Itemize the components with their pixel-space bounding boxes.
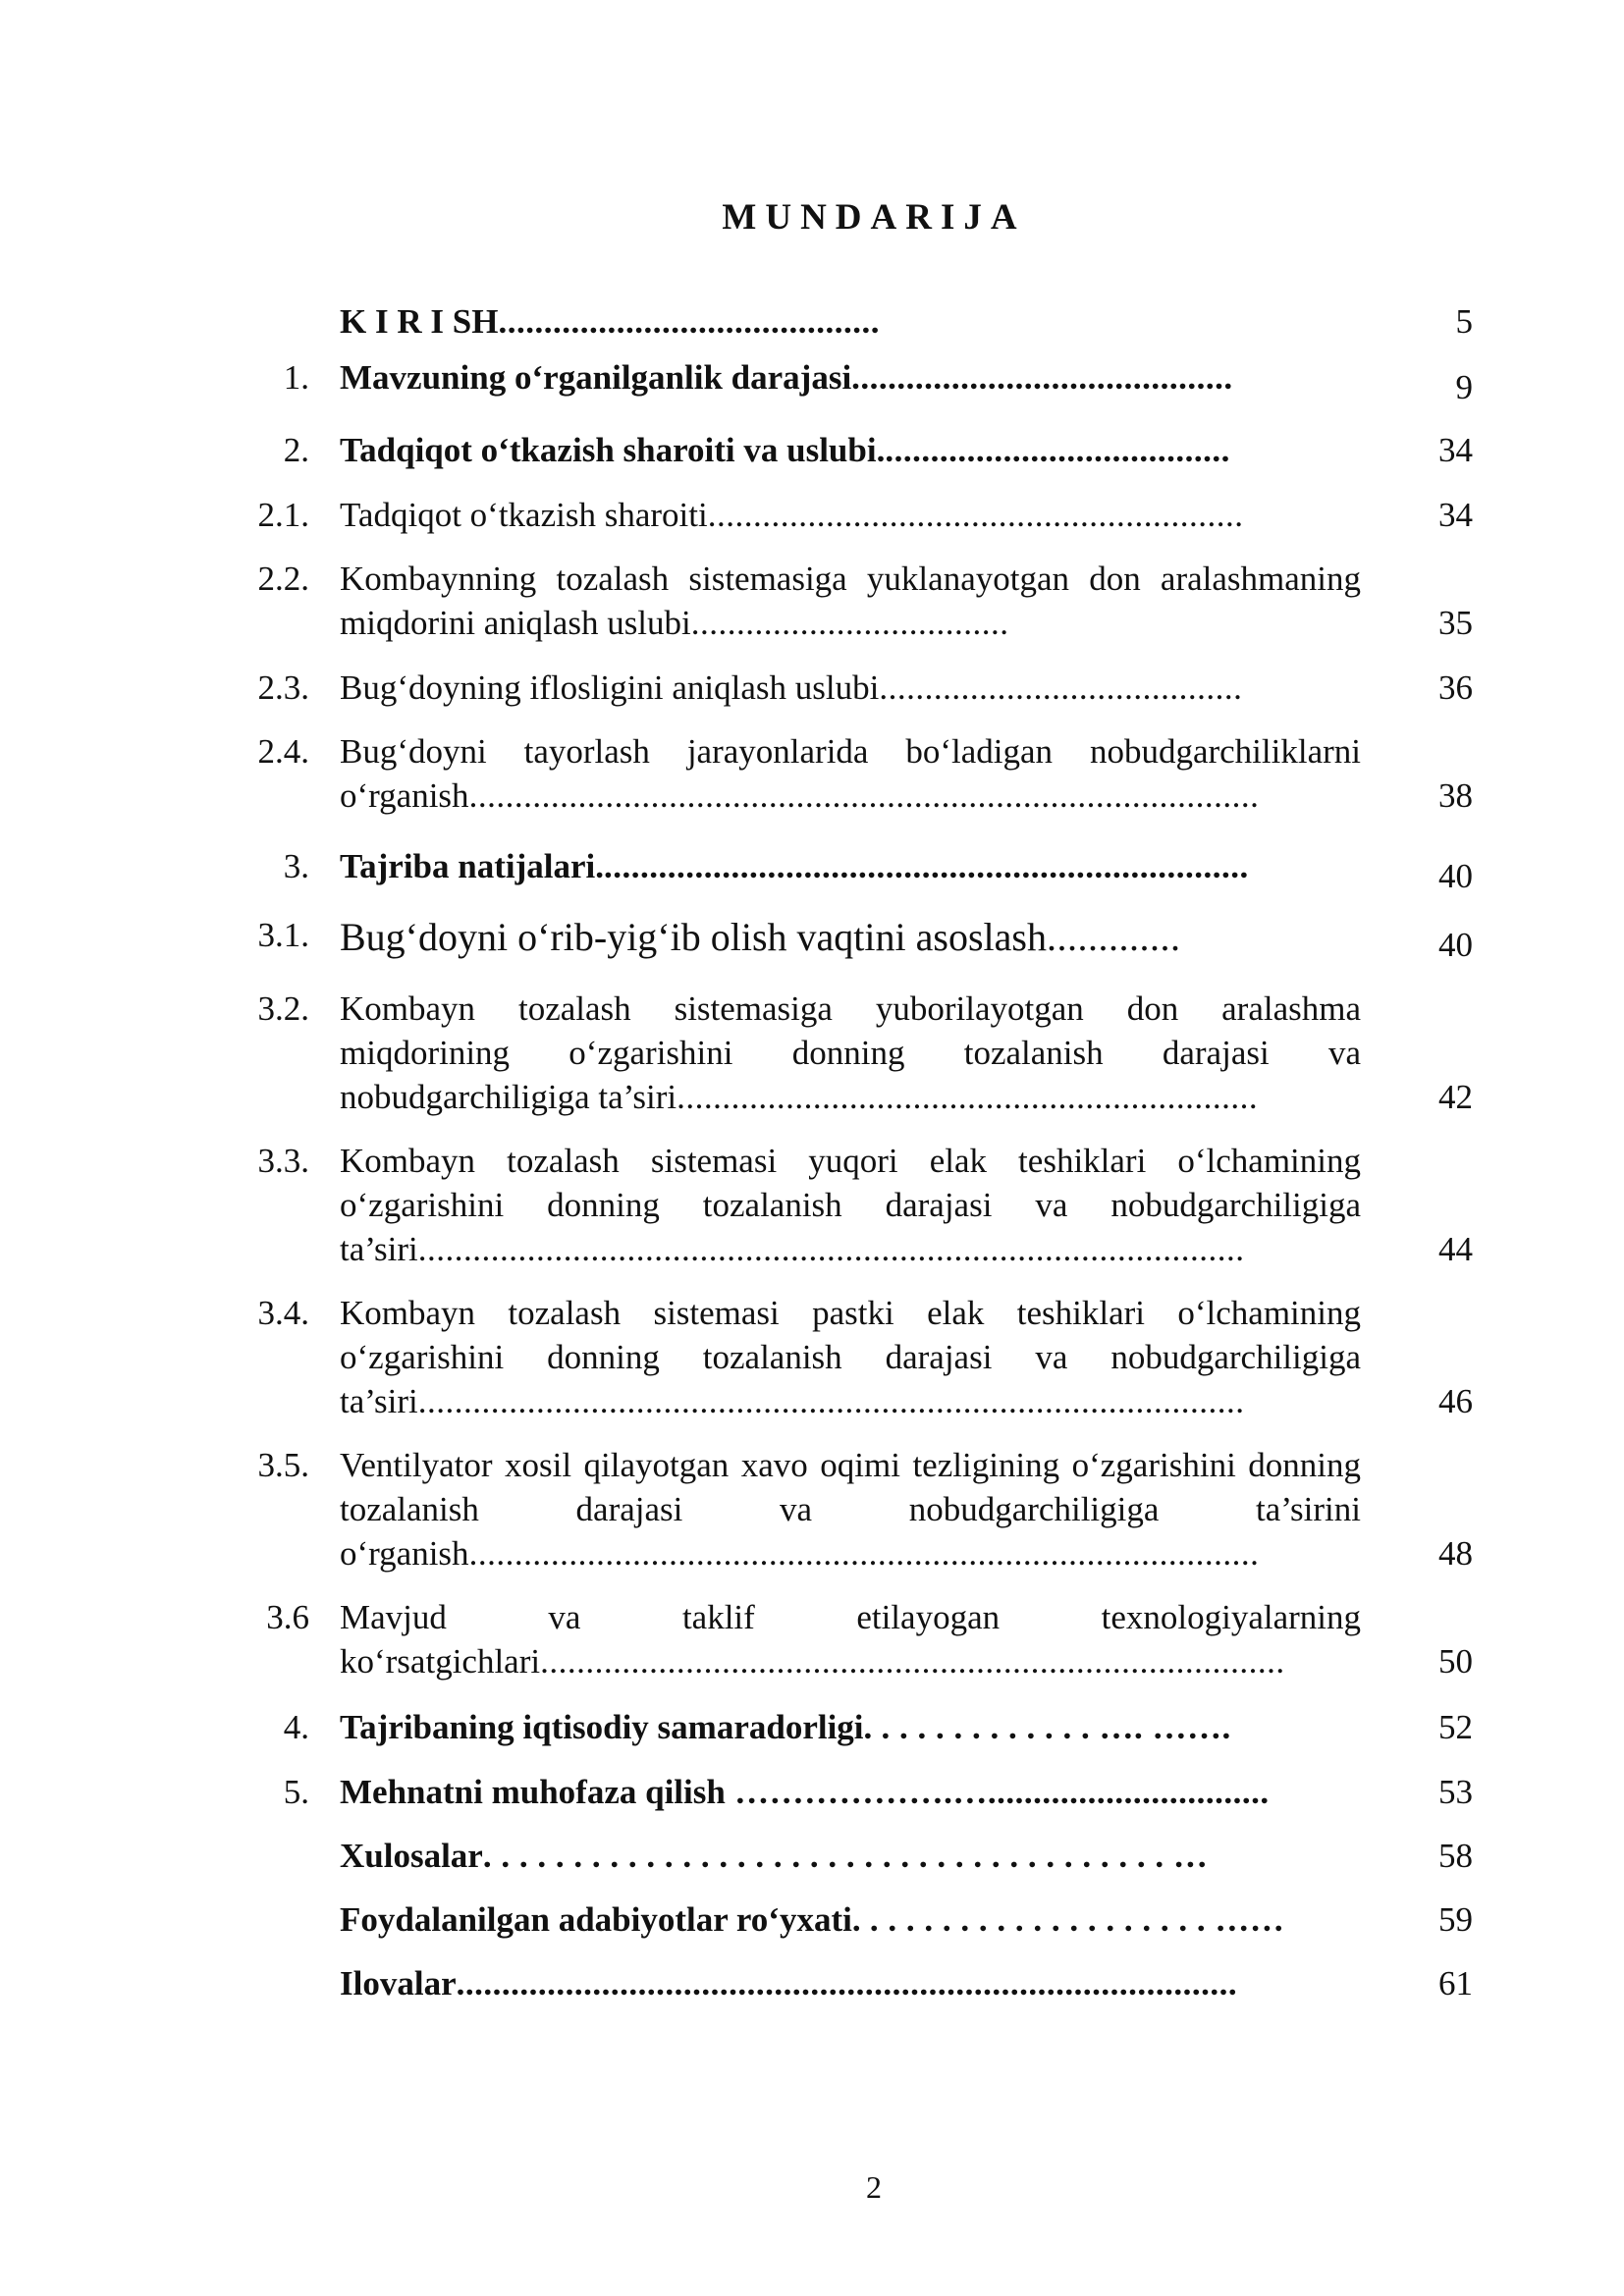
toc-entry-text: Mehnatni muhofaza qilish [340,1773,726,1811]
toc-entry-text: Tadqiqot o‘tkazish sharoiti va uslubi. [340,431,886,469]
toc-entry-number: 4. [283,1708,309,1746]
toc-entry-leader-dots: ....................................................................................... [468,776,1260,815]
toc-entry-text: Bug‘doyni tayorlash jarayonlarida bo‘ladigan nobudgarchiliklarni o‘rganish [340,732,1361,815]
toc-entry-title [340,1595,1361,1683]
toc-entry-leader-dots: ……………….…............................... [725,1773,1270,1811]
toc-entry-number: 5. [283,1773,309,1811]
toc-entry-number: 3.6 [266,1598,309,1636]
toc-entry-text: Kombayn tozalash sistemasi yuqori elak teshiklari o‘lchamining o‘zgarishini donning tozalanish darajasi va nobudgarchiligiga ta’siri [340,1142,1361,1268]
toc-entry-page: 52 [1438,1708,1473,1746]
toc-entry-title [340,1834,1361,1878]
toc-entry-text: Kombayn tozalash sistemasiga yuborilayotgan don aralashma miqdorining o‘zgarishini donning tozalanish darajasi va nobudgarchiligiga ta’siri [340,989,1361,1116]
toc-entry-title [340,1139,1361,1271]
toc-entry-number: 2.2. [257,560,309,598]
toc-entry-page: 34 [1438,496,1473,534]
toc-entry-text: Tajribaning iqtisodiy samaradorligi. [340,1708,873,1746]
toc-entry-leader-dots: ....................................................................... [604,847,1249,885]
toc-entry-number: 3.1. [257,916,309,954]
toc-entry-title [340,1443,1361,1575]
toc-entry-text: Kombayn tozalash sistemasi pastki elak teshiklari o‘lchamining o‘zgarishini donning tozalanish darajasi va nobudgarchiligiga ta’siri [340,1294,1361,1420]
toc-entry-leader-dots: ....................................................................................... [468,1534,1260,1573]
toc-entry-title [340,987,1361,1119]
toc-entry-page: 50 [1438,1642,1473,1681]
toc-entry-title [340,913,1361,962]
toc-entry-leader-dots: ........................................................................................... [417,1230,1245,1268]
toc-entry-leader-dots: ...................................... [885,431,1230,469]
toc-entry-title [340,299,1361,344]
toc-entry-page: 53 [1438,1773,1473,1811]
toc-entry-page: 46 [1438,1382,1473,1420]
toc-entry-leader-dots: ...................................................................................... [456,1964,1238,2002]
toc-entry-page: 48 [1438,1534,1473,1573]
toc-entry-title [340,355,1361,400]
toc-entry-page: 34 [1438,431,1473,469]
toc-entry-page: 9 [1455,368,1473,406]
toc-entry-leader-dots: ................................... [690,604,1009,642]
toc-entry-number: 1. [283,358,309,397]
toc-entry-title [340,1897,1361,1942]
toc-entry-text: Xulosalar [340,1837,483,1875]
toc-entry-page: 38 [1438,776,1473,815]
toc-entry-page: 42 [1438,1078,1473,1116]
toc-entry-page: 44 [1438,1230,1473,1268]
page-number: 2 [866,2169,882,2205]
toc-entry-number: 2.4. [257,732,309,771]
toc-entry-page: 5 [1455,302,1473,341]
toc-entry-page: 59 [1438,1900,1473,1939]
toc-entry-number: 3. [283,847,309,885]
toc-entry-leader-dots: .......................................... [851,358,1233,397]
toc-entry-text: Tadqiqot o‘tkazish sharoiti [340,496,708,534]
toc-entry-page: 35 [1438,604,1473,642]
toc-entry-leader-dots: ........................................................... [707,496,1244,534]
toc-entry-title [340,428,1361,472]
toc-entry-title [340,1291,1361,1423]
toc-entry-number: 2. [283,431,309,469]
toc-entry-number: 2.1. [257,496,309,534]
toc-entry-title [340,1705,1361,1749]
toc-entry-number: 3.4. [257,1294,309,1332]
toc-entry-text: Mavjud va taklif etilayogan texnologiyalarning ko‘rsatgichlari [340,1598,1361,1681]
toc-entry-page: 36 [1438,668,1473,707]
toc-entry-text: Bug‘doyni o‘rib-yig‘ib olish vaqtini asoslash [340,915,1047,959]
toc-entry-number: 3.2. [257,989,309,1028]
toc-entry-leader-dots: ................................................................ [677,1078,1259,1116]
toc-entry-leader-dots: ........................................................................................... [417,1382,1245,1420]
toc-entry-text: K I R I SH [340,302,499,341]
toc-entry-leader-dots: . . . . . . . . . . . . …. ……. [872,1708,1231,1746]
toc-entry-text: Ilovalar [340,1964,457,2002]
toc-entry-text: Tajriba natijalari. [340,847,604,885]
toc-entry-number: 2.3. [257,668,309,707]
toc-entry-text: Mavzuning o‘rganilganlik darajasi [340,358,852,397]
toc-title: MUNDARIJA [722,197,1026,238]
toc-entry-text: Foydalanilgan adabiyotlar ro‘yxati. [340,1900,861,1939]
toc-entry-text: Bug‘doyning iflosligini aniqlash uslubi [340,668,880,707]
toc-entry-leader-dots: . . . . . . . . . . . . . . . . . . . …… [860,1900,1285,1939]
toc-entry-title [340,729,1361,818]
toc-entry-leader-dots: .......................................... [498,302,880,341]
toc-entry-title [340,493,1361,537]
toc-entry-text: Kombaynning tozalash sistemasiga yuklanayotgan don aralashmaning miqdorini aniqlash uslubi [340,560,1361,642]
toc-entry-title [340,1770,1361,1814]
toc-entry-title [340,666,1361,710]
toc-entry-number: 3.5. [257,1446,309,1484]
toc-entry-page: 61 [1438,1964,1473,2002]
toc-entry-title [340,557,1361,645]
toc-entry-text: Ventilyator xosil qilayotgan xavo oqimi tezligining o‘zgarishini donning tozalanish darajasi va nobudgarchiligiga ta’sirini o‘rganish [340,1446,1361,1573]
toc-entry-page: 40 [1438,926,1473,964]
toc-entry-leader-dots: .................................................................................. [540,1642,1285,1681]
toc-entry-page: 58 [1438,1837,1473,1875]
toc-entry-page: 40 [1438,857,1473,895]
toc-entry-number: 3.3. [257,1142,309,1180]
toc-entry-title [340,1961,1361,2005]
toc-entry-leader-dots: . . . . . . . . . . . . . . . . . . . . . . . . . . . . . . . . . . . . . . … [482,1837,1209,1875]
toc-entry-leader-dots: ........................................ [879,668,1243,707]
toc-entry-leader-dots: ............. [1046,915,1181,959]
toc-entry-title [340,844,1361,888]
